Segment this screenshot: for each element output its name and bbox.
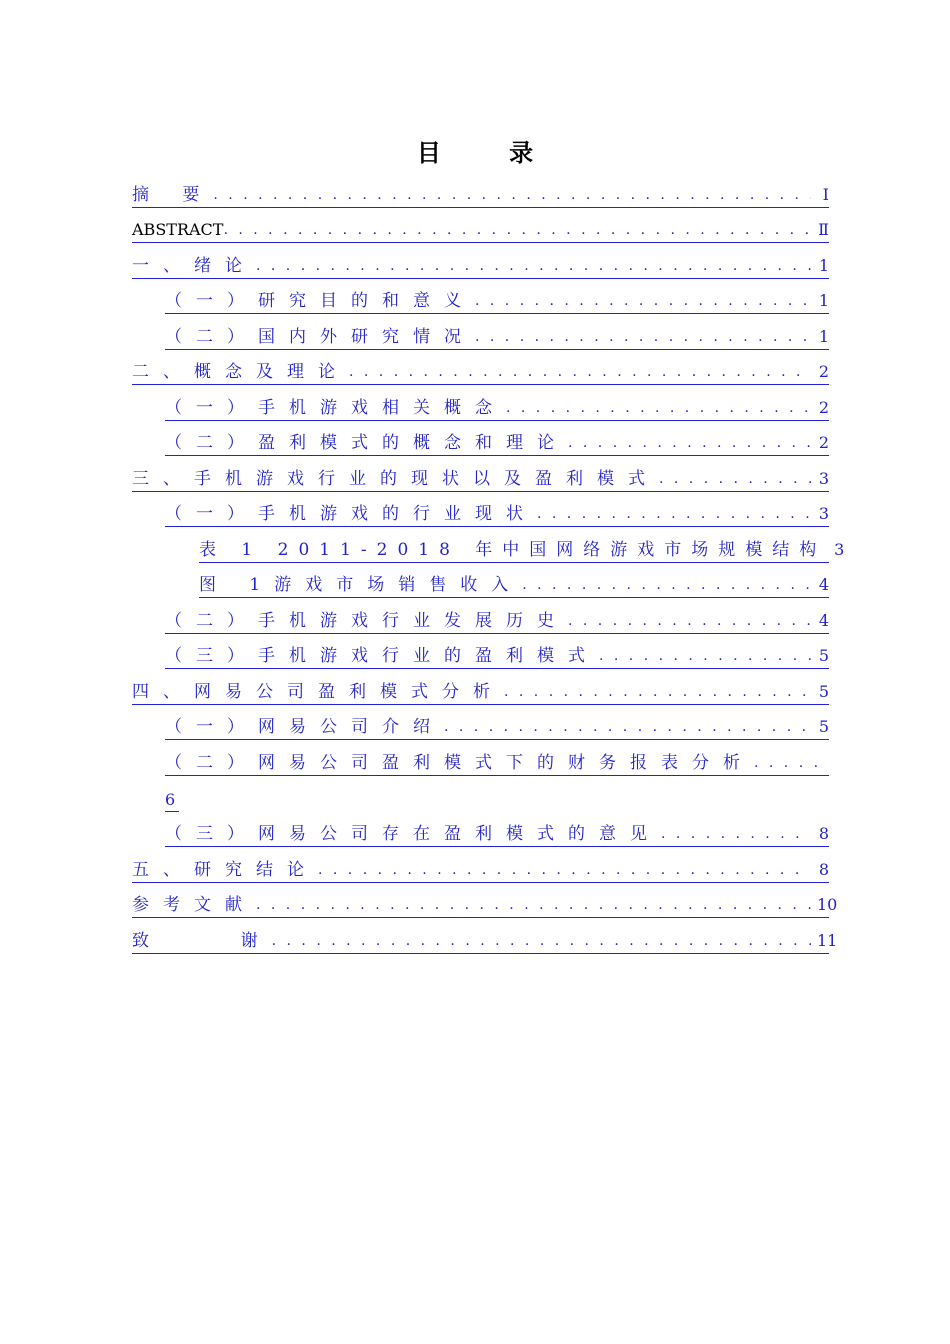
toc-entry-page: 2 [818, 362, 829, 381]
toc-entry-acknowledgements[interactable] [132, 918, 838, 954]
toc-entry-page: 5 [818, 646, 829, 665]
toc-entry-2-1[interactable] [132, 385, 829, 421]
toc-leader-dots [444, 716, 811, 738]
toc-entry-page: 4 [818, 610, 829, 630]
toc-entry-chapter-1[interactable] [132, 243, 829, 279]
toc-entry-page: 3 [818, 504, 829, 523]
toc-leader-dots [661, 823, 811, 845]
toc-entry-page: 10 [817, 895, 838, 914]
toc-entry-1-2[interactable] [132, 314, 829, 350]
toc-entry-1-1[interactable] [132, 279, 829, 315]
toc-entry-page: 8 [818, 824, 829, 843]
toc-entry-4-2-page-line[interactable] [132, 776, 829, 812]
toc-entry-2-2[interactable] [132, 421, 829, 457]
toc-entry-label: （二）网易公司盈利模式下的财务报表分析 [165, 752, 754, 773]
toc-entry-label: 一、绪论 [132, 255, 256, 276]
toc-leader-dots [504, 681, 811, 703]
toc-entry-page: 4 [818, 575, 829, 594]
toc-entry-references[interactable] [132, 883, 838, 919]
toc-entry-page: 5 [818, 717, 829, 736]
toc-entry-label: 三、手机游戏行业的现状以及盈利模式 [132, 468, 659, 489]
toc-entry-4-2[interactable] [132, 740, 829, 776]
toc-leader-dots [522, 574, 811, 596]
toc-entry-page: 2 [818, 433, 829, 452]
toc-entry-label: （三）网易公司存在盈利模式的意见 [165, 824, 661, 844]
toc-entry-3-2[interactable] [132, 598, 829, 634]
toc-leader-dots [256, 255, 811, 277]
toc-entry-label: 五、研究结论 [132, 859, 318, 880]
toc-entry-page: 2 [818, 397, 829, 417]
toc-leader-dots [318, 859, 811, 881]
toc-entry-page: 1 [818, 326, 829, 346]
toc-title: 目 录 [416, 138, 564, 167]
toc-entry-label: 参考文献 [132, 895, 256, 915]
toc-leader-dots [537, 503, 811, 525]
toc-entry-page: 1 [818, 255, 829, 275]
toc-leader-dots [213, 184, 811, 206]
toc-leader-dots [568, 432, 811, 454]
toc-entry-label: 表 1 2011-2018 年中国网络游戏市场规模结构 [199, 539, 827, 560]
toc-entry-3-1[interactable] [132, 492, 829, 528]
toc-entry-label: 致 谢 [132, 930, 272, 951]
toc-entry-page: 11 [817, 930, 838, 950]
toc-entry-3-3[interactable] [132, 634, 829, 670]
toc-entry-page: 3 [834, 539, 845, 559]
toc-entry-page: Ⅱ [818, 220, 829, 239]
toc-leader-dots [568, 610, 811, 632]
toc-leader-dots [256, 894, 811, 916]
toc-leader-dots [506, 397, 811, 419]
toc-entry-label: （一）网易公司介绍 [165, 717, 444, 737]
toc-entry-abstract-en[interactable] [132, 208, 829, 244]
toc-entry-4-1[interactable] [132, 705, 829, 741]
toc-leader-dots [659, 468, 811, 490]
toc-entry-page: 3 [818, 468, 829, 488]
toc-entry-page: I [822, 184, 829, 204]
toc-entry-page: 6 [165, 789, 179, 812]
toc-leader-dots [599, 645, 811, 667]
toc-entry-label: 摘 要 [132, 184, 214, 205]
table-of-contents [132, 172, 845, 954]
toc-entry-page: 5 [818, 681, 829, 701]
toc-entry-page: 8 [818, 859, 829, 879]
toc-entry-label: （一）手机游戏相关概念 [165, 397, 506, 418]
toc-entry-label: （二）手机游戏行业发展历史 [165, 610, 568, 631]
toc-entry-table-1[interactable] [132, 527, 845, 563]
toc-entry-label: （一）手机游戏的行业现状 [165, 504, 537, 524]
toc-entry-label: （一）研究目的和意义 [165, 291, 475, 311]
toc-entry-label: （三）手机游戏行业的盈利模式 [165, 646, 599, 666]
toc-entry-label: （二）国内外研究情况 [165, 326, 475, 347]
toc-leader-dots [349, 361, 811, 383]
toc-entry-label: 图 1游戏市场销售收入 [199, 575, 523, 595]
toc-entry-label: ABSTRACT [132, 220, 224, 239]
toc-entry-label: （二）盈利模式的概念和理论 [165, 433, 568, 453]
toc-leader-dots [475, 290, 811, 312]
toc-leader-dots [223, 219, 811, 241]
toc-entry-page: 1 [818, 291, 829, 310]
toc-leader-dots [272, 930, 811, 952]
toc-entry-label: 二、概念及理论 [132, 362, 349, 382]
toc-entry-label: 四、网易公司盈利模式分析 [132, 681, 504, 702]
toc-entry-4-3[interactable] [132, 812, 829, 848]
toc-entry-abstract-cn[interactable] [132, 172, 829, 208]
toc-leader-dots [475, 326, 811, 348]
toc-entry-chapter-2[interactable] [132, 350, 829, 386]
toc-leader-dots [754, 752, 823, 774]
toc-entry-chapter-3[interactable] [132, 456, 829, 492]
toc-entry-chapter-4[interactable] [132, 669, 829, 705]
toc-entry-chapter-5[interactable] [132, 847, 829, 883]
toc-entry-figure-1[interactable] [132, 563, 829, 599]
